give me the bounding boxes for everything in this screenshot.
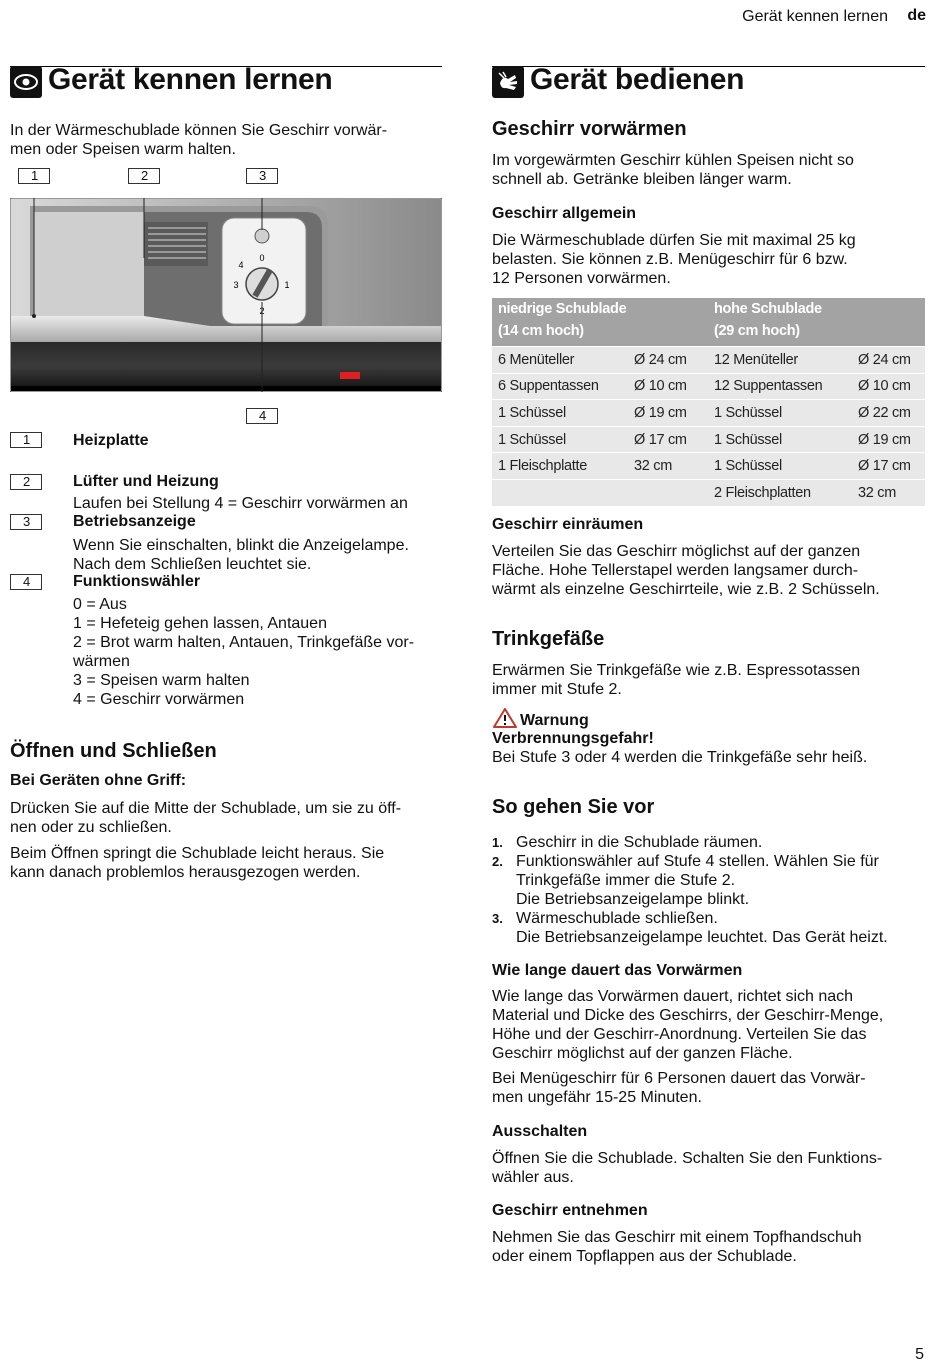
- table-head-niedrige: niedrige Schublade (14 cm hoch): [492, 298, 708, 347]
- entnehmen-paragraph: Nehmen Sie das Geschirr mit einem Topfhandschuh oder einem Topflappen aus der Schublade.: [492, 1229, 862, 1265]
- table-cell: 2 Fleischplatten: [708, 479, 852, 505]
- page-number: 5: [915, 1346, 924, 1363]
- steps-list: [492, 833, 925, 947]
- table-cell: 6 Menüteller: [492, 347, 628, 374]
- dauer-paragraph-2: Bei Menügeschirr für 6 Personen dauert das Vorwär- men ungefähr 15-25 Minuten.: [492, 1070, 866, 1106]
- step-number: 3.: [492, 911, 503, 926]
- legend-title-luefter: Lüfter und Heizung: [73, 473, 219, 490]
- dauer-paragraph-1: Wie lange das Vorwärmen dauert, richtet sich nach Material und Dicke des Geschirrs, der Geschirr-Menge, Höhe und der Geschirr-Anordnung. Verteilen Sie das Geschirr möglichst auf der ganzen Fläche.: [492, 988, 884, 1062]
- table-cell: 1 Schüssel: [492, 426, 628, 453]
- legend-num-1: 1: [10, 432, 42, 448]
- hand-operating-icon: [492, 66, 524, 98]
- legend-num-4: 4: [10, 574, 42, 590]
- subheading-ohne-griff: Bei Geräten ohne Griff:: [10, 772, 187, 789]
- warning-label: Warnung: [520, 712, 589, 729]
- table-cell: 1 Schüssel: [708, 453, 852, 480]
- table-cell: Ø 17 cm: [852, 453, 925, 480]
- table-row: [492, 373, 925, 400]
- warning-title: Verbrennungsgefahr!: [492, 730, 654, 747]
- table-row: [492, 347, 925, 374]
- heading-geschirr-allgemein: Geschirr allgemein: [492, 205, 637, 222]
- table-cell: [628, 479, 708, 505]
- step-number: 1.: [492, 835, 503, 850]
- legend-title-betriebsanzeige: Betriebsanzeige: [73, 513, 196, 530]
- trinkgefaesse-paragraph: Erwärmen Sie Trinkgefäße wie z.B. Espressotassen immer mit Stufe 2.: [492, 662, 861, 698]
- step-text: Geschirr in die Schublade räumen.: [516, 834, 763, 851]
- table-cell: Ø 22 cm: [852, 400, 925, 427]
- table-cell: 12 Menüteller: [708, 347, 852, 374]
- table-cell: Ø 24 cm: [628, 347, 708, 374]
- table-row: [492, 453, 925, 480]
- heading-wie-lange: Wie lange dauert das Vorwärmen: [492, 962, 743, 979]
- page-title-left: Gerät kennen lernen: [48, 63, 333, 96]
- heading-geschirr-entnehmen: Geschirr entnehmen: [492, 1202, 648, 1219]
- table-cell: Ø 19 cm: [852, 426, 925, 453]
- step-text: Wärmeschublade schließen. Die Betriebsanzeigelampe leuchtet. Das Gerät heizt.: [516, 910, 888, 946]
- table-cell: Ø 10 cm: [852, 373, 925, 400]
- table-cell: Ø 10 cm: [628, 373, 708, 400]
- table-head-hohe: hohe Schublade (29 cm hoch): [708, 298, 925, 347]
- table-cell: Ø 17 cm: [628, 426, 708, 453]
- heading-oeffnen: Öffnen und Schließen: [10, 740, 217, 762]
- allgemein-paragraph: Die Wärmeschublade dürfen Sie mit maximal 25 kg belasten. Sie können z.B. Menügeschirr für 6 bzw. 12 Personen vorwärmen.: [492, 232, 856, 287]
- callout-4: 4: [246, 408, 278, 424]
- knob-mark-4: 4: [238, 260, 244, 270]
- heading-trinkgefaesse: Trinkgefäße: [492, 628, 605, 650]
- legend-num-3: 3: [10, 514, 42, 530]
- table-cell: [492, 479, 628, 505]
- table-cell: 1 Fleischplatte: [492, 453, 628, 480]
- table-cell: 32 cm: [852, 479, 925, 505]
- list-item: [492, 833, 925, 852]
- legend-desc-funktionswaehler: 0 = Aus 1 = Hefeteig gehen lassen, Antauen 2 = Brot warm halten, Antauen, Trinkgefäße vor- wärmen 3 = Speisen warm halten 4 = Geschirr vorwärmen: [73, 596, 415, 708]
- legend-desc-luefter: Laufen bei Stellung 4 = Geschirr vorwärmen an: [73, 495, 408, 512]
- legend-desc-betriebsanzeige: Wenn Sie einschalten, blinkt die Anzeigelampe. Nach dem Schließen leuchtet sie.: [73, 537, 409, 573]
- table-cell: Ø 24 cm: [852, 347, 925, 374]
- callout-3: 3: [246, 168, 278, 184]
- knob-mark-0: 0: [259, 253, 265, 263]
- list-item: [492, 909, 925, 947]
- oeffnen-paragraph-2: Beim Öffnen springt die Schublade leicht heraus. Sie kann danach problemlos herausgezogen werden.: [10, 845, 385, 881]
- capacity-table: [492, 298, 925, 506]
- running-header: Gerät kennen lernen: [742, 8, 888, 25]
- knob-mark-2: 2: [259, 306, 265, 316]
- language-code: de: [907, 7, 926, 24]
- table-cell: 32 cm: [628, 453, 708, 480]
- step-text: Funktionswähler auf Stufe 4 stellen. Wählen Sie für Trinkgefäße immer die Stufe 2. Die Betriebsanzeigelampe blinkt.: [516, 853, 879, 908]
- table-row: [492, 400, 925, 427]
- knob-mark-1: 1: [284, 280, 290, 290]
- heading-geschirr-einraeumen: Geschirr einräumen: [492, 516, 644, 533]
- einraeumen-paragraph: Verteilen Sie das Geschirr möglichst auf der ganzen Fläche. Hohe Tellerstapel werden langsamer durch- wärmt als einzelne Geschirrteile, wie z.B. 2 Schüsseln.: [492, 543, 880, 598]
- table-cell: 1 Schüssel: [708, 426, 852, 453]
- table-row: [492, 479, 925, 505]
- warning-text: Bei Stufe 3 oder 4 werden die Trinkgefäße sehr heiß.: [492, 749, 868, 766]
- knob-mark-3: 3: [233, 280, 239, 290]
- table-cell: 1 Schüssel: [708, 400, 852, 427]
- heading-ausschalten: Ausschalten: [492, 1123, 588, 1140]
- step-number: 2.: [492, 854, 503, 869]
- legend-title-funktionswaehler: Funktionswähler: [73, 573, 201, 590]
- table-cell: 6 Suppentassen: [492, 373, 628, 400]
- ausschalten-paragraph: Öffnen Sie die Schublade. Schalten Sie den Funktions- wähler aus.: [492, 1150, 883, 1186]
- callout-1: 1: [18, 168, 50, 184]
- table-cell: 1 Schüssel: [492, 400, 628, 427]
- page-title-right: Gerät bedienen: [530, 63, 745, 96]
- appliance-illustration: [10, 198, 442, 392]
- table-head-row: [492, 298, 925, 347]
- heading-geschirr-vorwaermen: Geschirr vorwärmen: [492, 118, 687, 140]
- oeffnen-paragraph-1: Drücken Sie auf die Mitte der Schublade, um sie zu öff- nen oder zu schließen.: [10, 800, 402, 836]
- table-cell: 12 Suppentassen: [708, 373, 852, 400]
- vorwaermen-paragraph: Im vorgewärmten Geschirr kühlen Speisen nicht so schnell ab. Getränke bleiben länger warm.: [492, 152, 854, 188]
- heading-so-gehen-sie-vor: So gehen Sie vor: [492, 796, 655, 818]
- legend-num-2: 2: [10, 474, 42, 490]
- eye-icon: [10, 66, 42, 98]
- intro-text: In der Wärmeschublade können Sie Geschirr vorwär- men oder Speisen warm halten.: [10, 122, 388, 158]
- table-row: [492, 426, 925, 453]
- list-item: [492, 852, 925, 909]
- legend-title-heizplatte: Heizplatte: [73, 432, 149, 449]
- table-cell: Ø 19 cm: [628, 400, 708, 427]
- callout-2: 2: [128, 168, 160, 184]
